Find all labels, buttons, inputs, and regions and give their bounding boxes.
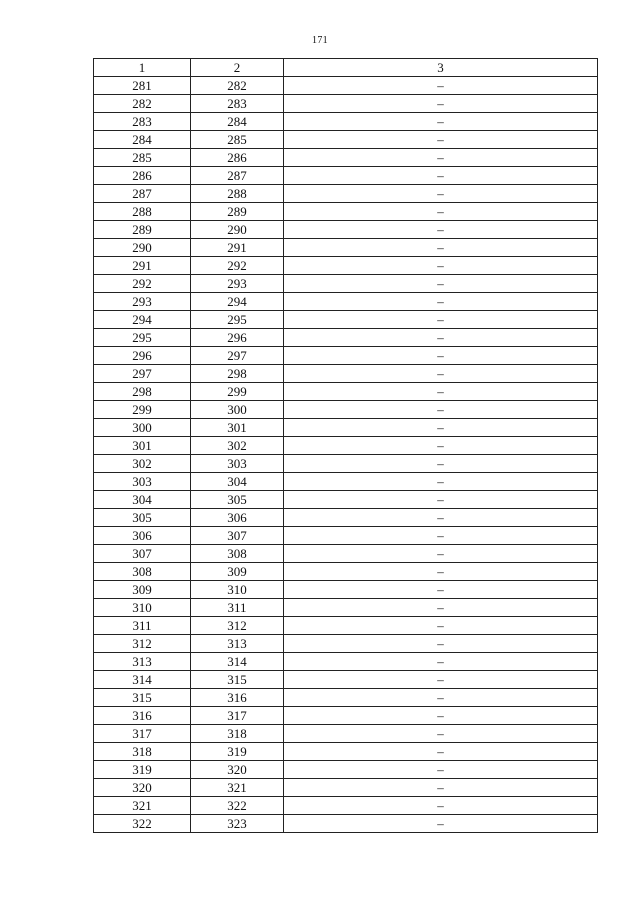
table-header-row bbox=[94, 59, 598, 77]
column-header-2: 2 bbox=[191, 59, 284, 77]
table-row bbox=[94, 761, 598, 779]
table-cell-col-1: 307 bbox=[94, 545, 191, 563]
table-cell-col-1: 287 bbox=[94, 185, 191, 203]
table-cell-col-2: 301 bbox=[191, 419, 284, 437]
table-cell-col-1: 308 bbox=[94, 563, 191, 581]
table-cell-col-1: 300 bbox=[94, 419, 191, 437]
table-cell-col-1: 314 bbox=[94, 671, 191, 689]
table-cell-col-1: 309 bbox=[94, 581, 191, 599]
table-cell-col-1: 302 bbox=[94, 455, 191, 473]
table-cell-col-1: 292 bbox=[94, 275, 191, 293]
table-cell-col-1: 284 bbox=[94, 131, 191, 149]
table-row bbox=[94, 545, 598, 563]
table-row bbox=[94, 725, 598, 743]
column-header-3: 3 bbox=[284, 59, 598, 77]
table-cell-col-3: – bbox=[284, 401, 598, 419]
table-cell-col-1: 298 bbox=[94, 383, 191, 401]
table-row bbox=[94, 239, 598, 257]
table-cell-col-2: 313 bbox=[191, 635, 284, 653]
table-cell-col-3: – bbox=[284, 383, 598, 401]
table-cell-col-3: – bbox=[284, 149, 598, 167]
table-cell-col-2: 286 bbox=[191, 149, 284, 167]
table-row bbox=[94, 779, 598, 797]
table-cell-col-3: – bbox=[284, 365, 598, 383]
table-cell-col-2: 300 bbox=[191, 401, 284, 419]
table-row bbox=[94, 599, 598, 617]
table-cell-col-1: 311 bbox=[94, 617, 191, 635]
table-row bbox=[94, 275, 598, 293]
table-row bbox=[94, 257, 598, 275]
table-row bbox=[94, 311, 598, 329]
table-cell-col-3: – bbox=[284, 131, 598, 149]
table-cell-col-3: – bbox=[284, 617, 598, 635]
table-cell-col-1: 306 bbox=[94, 527, 191, 545]
table-cell-col-2: 293 bbox=[191, 275, 284, 293]
table-cell-col-1: 282 bbox=[94, 95, 191, 113]
table-cell-col-2: 303 bbox=[191, 455, 284, 473]
table-cell-col-3: – bbox=[284, 743, 598, 761]
table-cell-col-2: 318 bbox=[191, 725, 284, 743]
column-header-1: 1 bbox=[94, 59, 191, 77]
table-cell-col-2: 284 bbox=[191, 113, 284, 131]
table-cell-col-3: – bbox=[284, 509, 598, 527]
table-cell-col-3: – bbox=[284, 455, 598, 473]
table-cell-col-1: 319 bbox=[94, 761, 191, 779]
table-cell-col-3: – bbox=[284, 779, 598, 797]
table-cell-col-3: – bbox=[284, 527, 598, 545]
table-cell-col-1: 290 bbox=[94, 239, 191, 257]
table-cell-col-2: 308 bbox=[191, 545, 284, 563]
table-cell-col-1: 316 bbox=[94, 707, 191, 725]
table-cell-col-1: 295 bbox=[94, 329, 191, 347]
table-cell-col-2: 306 bbox=[191, 509, 284, 527]
table-cell-col-3: – bbox=[284, 347, 598, 365]
table-cell-col-3: – bbox=[284, 113, 598, 131]
table-cell-col-3: – bbox=[284, 275, 598, 293]
table-cell-col-3: – bbox=[284, 545, 598, 563]
table-cell-col-2: 307 bbox=[191, 527, 284, 545]
table-cell-col-2: 312 bbox=[191, 617, 284, 635]
table-cell-col-2: 282 bbox=[191, 77, 284, 95]
table-cell-col-1: 304 bbox=[94, 491, 191, 509]
table-cell-col-1: 303 bbox=[94, 473, 191, 491]
table-cell-col-3: – bbox=[284, 473, 598, 491]
table-cell-col-1: 299 bbox=[94, 401, 191, 419]
table-row bbox=[94, 401, 598, 419]
table-row bbox=[94, 491, 598, 509]
table-row bbox=[94, 95, 598, 113]
table-cell-col-2: 321 bbox=[191, 779, 284, 797]
table-row bbox=[94, 815, 598, 833]
table-row bbox=[94, 617, 598, 635]
table-cell-col-1: 283 bbox=[94, 113, 191, 131]
table-row bbox=[94, 383, 598, 401]
table-cell-col-3: – bbox=[284, 95, 598, 113]
table-cell-col-2: 288 bbox=[191, 185, 284, 203]
table-cell-col-1: 318 bbox=[94, 743, 191, 761]
data-table bbox=[93, 58, 598, 833]
table-cell-col-2: 294 bbox=[191, 293, 284, 311]
table-cell-col-2: 305 bbox=[191, 491, 284, 509]
table-cell-col-3: – bbox=[284, 689, 598, 707]
table-cell-col-3: – bbox=[284, 671, 598, 689]
table-cell-col-3: – bbox=[284, 797, 598, 815]
table-cell-col-2: 320 bbox=[191, 761, 284, 779]
table-cell-col-3: – bbox=[284, 707, 598, 725]
table-row bbox=[94, 329, 598, 347]
table-cell-col-3: – bbox=[284, 491, 598, 509]
table-cell-col-1: 293 bbox=[94, 293, 191, 311]
table-row bbox=[94, 365, 598, 383]
table-row bbox=[94, 653, 598, 671]
table-cell-col-3: – bbox=[284, 599, 598, 617]
table-cell-col-1: 297 bbox=[94, 365, 191, 383]
table-cell-col-3: – bbox=[284, 167, 598, 185]
table-row bbox=[94, 797, 598, 815]
table-row bbox=[94, 743, 598, 761]
table-cell-col-3: – bbox=[284, 77, 598, 95]
table-cell-col-2: 298 bbox=[191, 365, 284, 383]
table-cell-col-3: – bbox=[284, 635, 598, 653]
table-row bbox=[94, 203, 598, 221]
table-cell-col-2: 302 bbox=[191, 437, 284, 455]
table-cell-col-2: 304 bbox=[191, 473, 284, 491]
table-row bbox=[94, 347, 598, 365]
table-cell-col-1: 317 bbox=[94, 725, 191, 743]
table-cell-col-1: 291 bbox=[94, 257, 191, 275]
page-number: 171 bbox=[312, 35, 328, 46]
table-cell-col-2: 283 bbox=[191, 95, 284, 113]
table-cell-col-3: – bbox=[284, 293, 598, 311]
table-row bbox=[94, 707, 598, 725]
table-header bbox=[94, 59, 598, 77]
table-cell-col-2: 311 bbox=[191, 599, 284, 617]
table-cell-col-1: 310 bbox=[94, 599, 191, 617]
table-cell-col-1: 288 bbox=[94, 203, 191, 221]
table-row bbox=[94, 185, 598, 203]
table-cell-col-2: 314 bbox=[191, 653, 284, 671]
table-cell-col-3: – bbox=[284, 815, 598, 833]
table-cell-col-3: – bbox=[284, 653, 598, 671]
table-cell-col-2: 319 bbox=[191, 743, 284, 761]
table-cell-col-1: 321 bbox=[94, 797, 191, 815]
table-cell-col-3: – bbox=[284, 725, 598, 743]
table-row bbox=[94, 131, 598, 149]
table-cell-col-2: 290 bbox=[191, 221, 284, 239]
table-body bbox=[94, 77, 598, 833]
table-cell-col-2: 310 bbox=[191, 581, 284, 599]
table-cell-col-1: 285 bbox=[94, 149, 191, 167]
table-cell-col-1: 313 bbox=[94, 653, 191, 671]
table-cell-col-2: 316 bbox=[191, 689, 284, 707]
table-cell-col-3: – bbox=[284, 221, 598, 239]
table-cell-col-2: 292 bbox=[191, 257, 284, 275]
table-cell-col-2: 296 bbox=[191, 329, 284, 347]
table-cell-col-2: 295 bbox=[191, 311, 284, 329]
table-cell-col-3: – bbox=[284, 239, 598, 257]
table-row bbox=[94, 455, 598, 473]
table-cell-col-2: 291 bbox=[191, 239, 284, 257]
table-cell-col-1: 301 bbox=[94, 437, 191, 455]
table-cell-col-2: 297 bbox=[191, 347, 284, 365]
table-cell-col-1: 296 bbox=[94, 347, 191, 365]
table-row bbox=[94, 671, 598, 689]
table-cell-col-2: 289 bbox=[191, 203, 284, 221]
table-cell-col-3: – bbox=[284, 329, 598, 347]
table-cell-col-3: – bbox=[284, 257, 598, 275]
table-row bbox=[94, 635, 598, 653]
table-cell-col-1: 312 bbox=[94, 635, 191, 653]
table-cell-col-2: 287 bbox=[191, 167, 284, 185]
table-cell-col-1: 294 bbox=[94, 311, 191, 329]
table-row bbox=[94, 473, 598, 491]
table-cell-col-2: 315 bbox=[191, 671, 284, 689]
table-row bbox=[94, 77, 598, 95]
table-cell-col-1: 286 bbox=[94, 167, 191, 185]
table-row bbox=[94, 419, 598, 437]
table-cell-col-3: – bbox=[284, 311, 598, 329]
table-cell-col-3: – bbox=[284, 437, 598, 455]
table-cell-col-2: 322 bbox=[191, 797, 284, 815]
table-cell-col-3: – bbox=[284, 185, 598, 203]
table-row bbox=[94, 563, 598, 581]
table-cell-col-2: 323 bbox=[191, 815, 284, 833]
table-row bbox=[94, 149, 598, 167]
table-row bbox=[94, 437, 598, 455]
table-cell-col-3: – bbox=[284, 563, 598, 581]
table-cell-col-1: 305 bbox=[94, 509, 191, 527]
table-row bbox=[94, 113, 598, 131]
table-cell-col-1: 315 bbox=[94, 689, 191, 707]
table-cell-col-1: 289 bbox=[94, 221, 191, 239]
table-cell-col-1: 320 bbox=[94, 779, 191, 797]
table-row bbox=[94, 581, 598, 599]
table-cell-col-3: – bbox=[284, 419, 598, 437]
table-row bbox=[94, 689, 598, 707]
table-row bbox=[94, 221, 598, 239]
table-cell-col-3: – bbox=[284, 203, 598, 221]
table-row bbox=[94, 167, 598, 185]
table-cell-col-2: 285 bbox=[191, 131, 284, 149]
table-row bbox=[94, 293, 598, 311]
table-cell-col-3: – bbox=[284, 581, 598, 599]
table-cell-col-2: 309 bbox=[191, 563, 284, 581]
table-cell-col-3: – bbox=[284, 761, 598, 779]
table-row bbox=[94, 527, 598, 545]
table-cell-col-1: 322 bbox=[94, 815, 191, 833]
table-row bbox=[94, 509, 598, 527]
table-cell-col-2: 299 bbox=[191, 383, 284, 401]
table-cell-col-2: 317 bbox=[191, 707, 284, 725]
table-cell-col-1: 281 bbox=[94, 77, 191, 95]
